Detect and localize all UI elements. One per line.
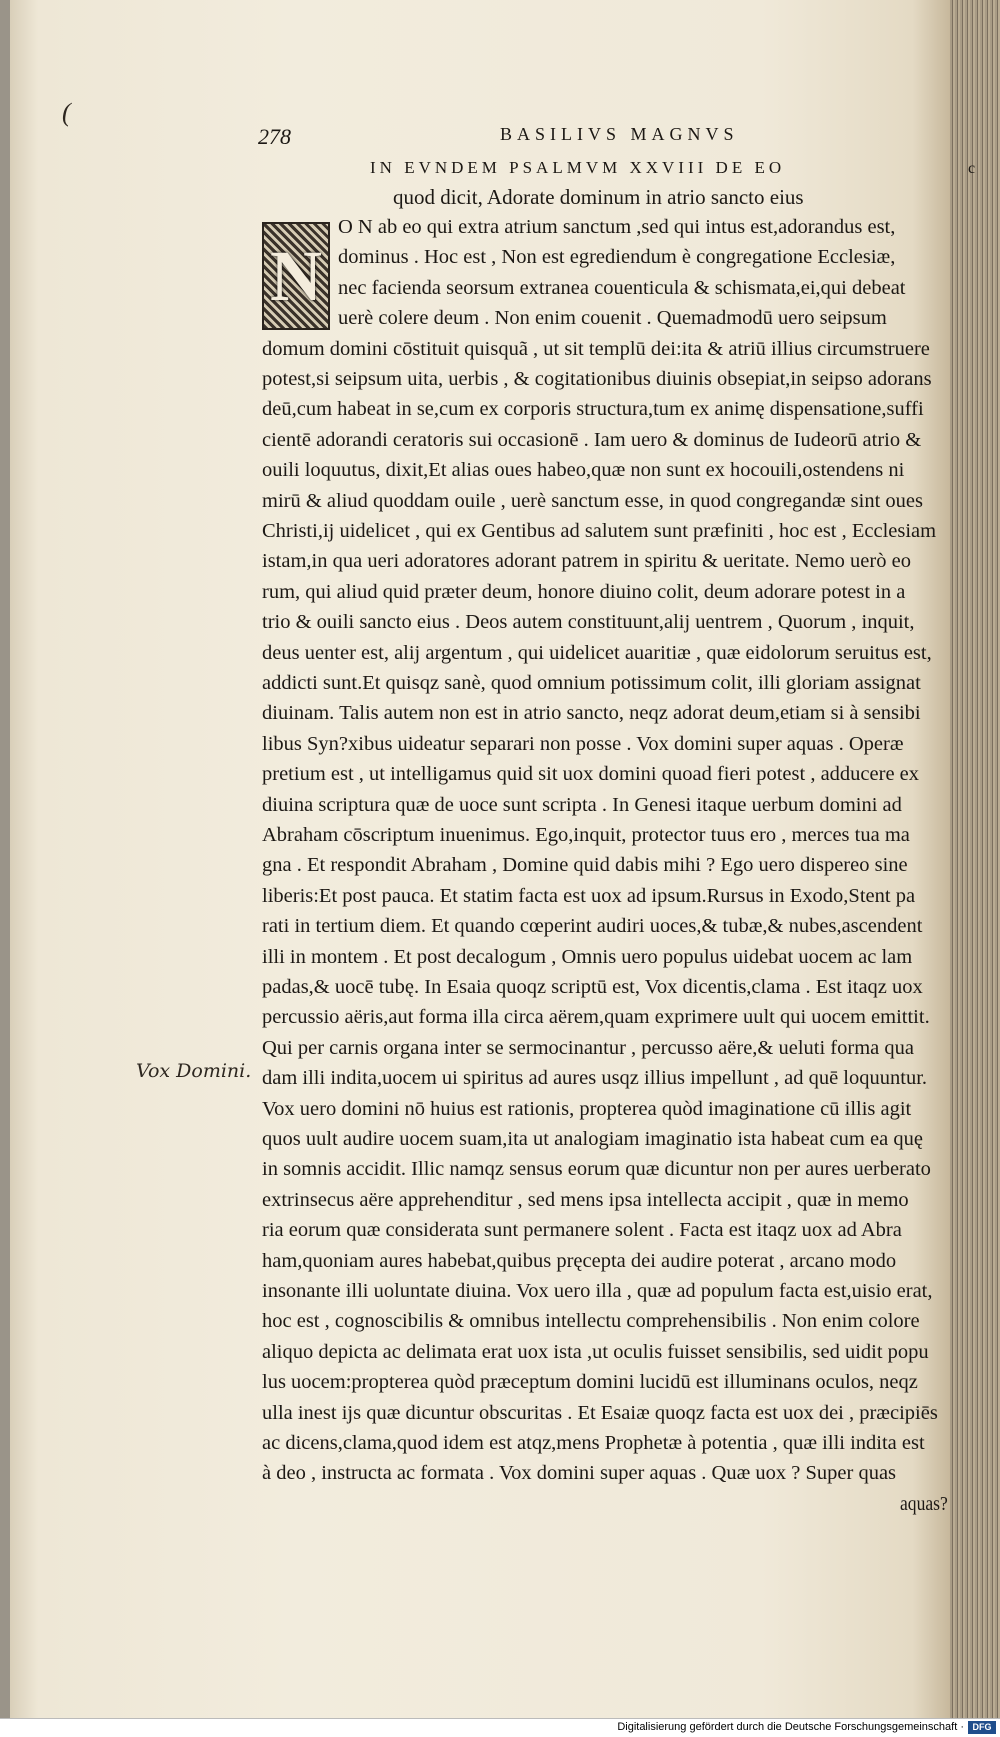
page-number: 278 [258, 124, 291, 149]
text-line: illi in montem . Et post decalogum , Omnis uero populus uidebat uocem ac lam [262, 945, 913, 968]
text-line: Vox uero domini nō huius est rationis, propterea quòd imaginatione cū illis agit [262, 1097, 912, 1120]
text-line: cientē adorandi ceratoris sui occasionē . Iam uero & dominus de Iudeorū atrio & [262, 428, 922, 451]
corner-mark: c [968, 160, 976, 177]
page-edges [950, 0, 1000, 1718]
text-line: nec facienda seorsum extranea couenticula & schismata,ei,qui debeat [338, 276, 906, 299]
text-line: percussio aëris,aut forma illa circa aërem,quam exprimere uult qui uocem emittit. [262, 1006, 930, 1029]
chapter-title-line2: quod dicit, Adorate dominum in atrio sancto eius [393, 185, 804, 209]
text-line: deū,cum habeat in se,cum ex corporis structura,tum ex animę dispensatione,suffi [262, 398, 924, 421]
running-head: BASILIVS MAGNVS [500, 124, 739, 144]
text-line: rum, qui aliud quid præter deum, honore diuino colit, deum adorare potest in a [262, 580, 906, 603]
decorated-initial [262, 222, 330, 330]
text-line: domum domini cōstituit quisquã , ut sit templū dei:ita & atriū illius circumstruere [262, 337, 930, 360]
text-line: potest,si seipsum uita, uerbis , & cogitationibus diuinis obsepiat,in seipso adorans [262, 368, 932, 390]
text-line: quos uult audire uocem suam,ita ut analogiam imaginatio ista habeat cum ea quę [262, 1128, 923, 1150]
text-line: à deo , instructa ac formata . Vox domini super aquas . Quæ uox ? Super quas [262, 1462, 897, 1485]
text-line: lus uocem:propterea quòd præceptum domini lucidū est illuminans oculos, neqz [262, 1371, 918, 1394]
text-line: ulla inest ijs quæ dicuntur obscuritas . Et Esaiæ quoqz facta est uox dei , præcipiēs [262, 1401, 938, 1424]
margin-note: Vox Domini. [136, 1060, 252, 1082]
text-line: padas,& uocē tubę. In Esaia quoqz scriptū est, Vox dicentis,clama . Est itaqz uox [262, 976, 923, 998]
text-line: O N ab eo qui extra atrium sanctum ,sed qui intus est,adorandus est, [338, 216, 896, 238]
text-line: Qui per carnis organa inter se sermocinantur , percusso aëre,& ueluti forma qua [262, 1036, 914, 1059]
text-line: aquas? [900, 1492, 948, 1515]
text-line: pretium est , ut intelligamus quid sit uox domini quoad fieri potest , adducere ex [262, 763, 920, 786]
text-line: diuina scriptura quæ de uoce sunt scripta . In Genesi itaque uerbum domini ad [262, 793, 902, 816]
dfg-logo: DFG [968, 1721, 996, 1734]
text-line: aliquo depicta ac delimata erat uox ista ,ut oculis fuisset sensibilis, sed uidit popu [262, 1340, 929, 1363]
text-line: extrinsecus aëre apprehenditur , sed mens ipsa intellecta accipit , quæ in memo [262, 1188, 909, 1211]
margin-mark: ( [62, 98, 71, 127]
initial-letter: N [270, 236, 322, 316]
text-line: addicti sunt.Et quisqz sanè, quod omnium potissimum colit, illi gloriam assignat [262, 672, 921, 694]
text-line: Christi,ij uidelicet , qui ex Gentibus ad salutem sunt præfiniti , hoc est , Ecclesiam [262, 520, 937, 542]
chapter-title-line1: IN EVNDEM PSALMVM XXVIII DE EO [370, 158, 786, 177]
text-line: hoc est , cognoscibilis & omnibus intellectu comprehensibilis . Non enim colore [262, 1310, 920, 1333]
text-line: trio & ouili sancto eius . Deos autem constituunt,alij uentrem , Quorum , inquit, [262, 611, 915, 634]
text-line: deus uenter est, alij argentum , qui uidelicet auaritiæ , quæ eidolorum seruitus est, [262, 641, 932, 664]
text-line: diuinam. Talis autem non est in atrio sancto, neqz adorat deum,etiam si à sensibi [262, 702, 921, 725]
text-line: rati in tertium diem. Et quando cœperint audiri uoces,& tubæ,& nubes,ascendent [262, 915, 923, 938]
text-line: uerè colere deum . Non enim couenit . Quemadmodū uero seipsum [338, 307, 887, 330]
footer-text: Digitalisierung gefördert durch die Deutsche Forschungsgemeinschaft · [617, 1721, 964, 1733]
text-line: dam illi indita,uocem ui spiritus ad aures usqz illius impellunt , ad quē loquuntur. [262, 1067, 928, 1090]
text-line: ham,quoniam aures habebat,quibus pręcepta dei audire poterat , arcano modo [262, 1249, 897, 1272]
text-line: ria eorum quæ considerata sunt permanere solent . Facta est itaqz uox ad Abra [262, 1219, 902, 1242]
text-line: insonante illi uoluntate diuina. Vox uero illa , quæ ad populum facta est,uisio erat, [262, 1280, 933, 1302]
text-line: in somnis accidit. Illic namqz sensus eorum quæ dicuntur non per aures uerberato [262, 1158, 931, 1181]
text-line: istam,in qua ueri adoratores adorant patrem in spiritu & ueritate. Nemo uerò eo [262, 550, 911, 573]
text-line: ac dicens,clama,quod idem est atqz,mens Prophetæ à potentia , quæ illi indita est [262, 1432, 925, 1454]
text-line: gna . Et respondit Abraham , Domine quid dabis mihi ? Ego uero dispereo sine [262, 854, 908, 877]
text-line: dominus . Hoc est , Non est egrediendum è congregatione Ecclesiæ, [338, 246, 896, 269]
text-line: libus Syn?xibus uideatur separari non posse . Vox domini super aquas . Operæ [262, 732, 904, 755]
text-line: mirū & aliud quoddam ouile , uerè sanctum esse, in quod congregandæ sint oues [262, 489, 923, 512]
footer-bar [0, 1718, 1000, 1737]
text-line: ouili loquutus, dixit,Et alias oues habeo,quæ non sunt ex hocouili,ostendens ni [262, 459, 905, 482]
text-line: Abraham cōscriptum inuenimus. Ego,inquit, protector tuus ero , merces tua ma [262, 824, 910, 846]
text-line: liberis:Et post pauca. Et statim facta est uox ad ipsum.Rursus in Exodo,Stent pa [262, 884, 916, 907]
